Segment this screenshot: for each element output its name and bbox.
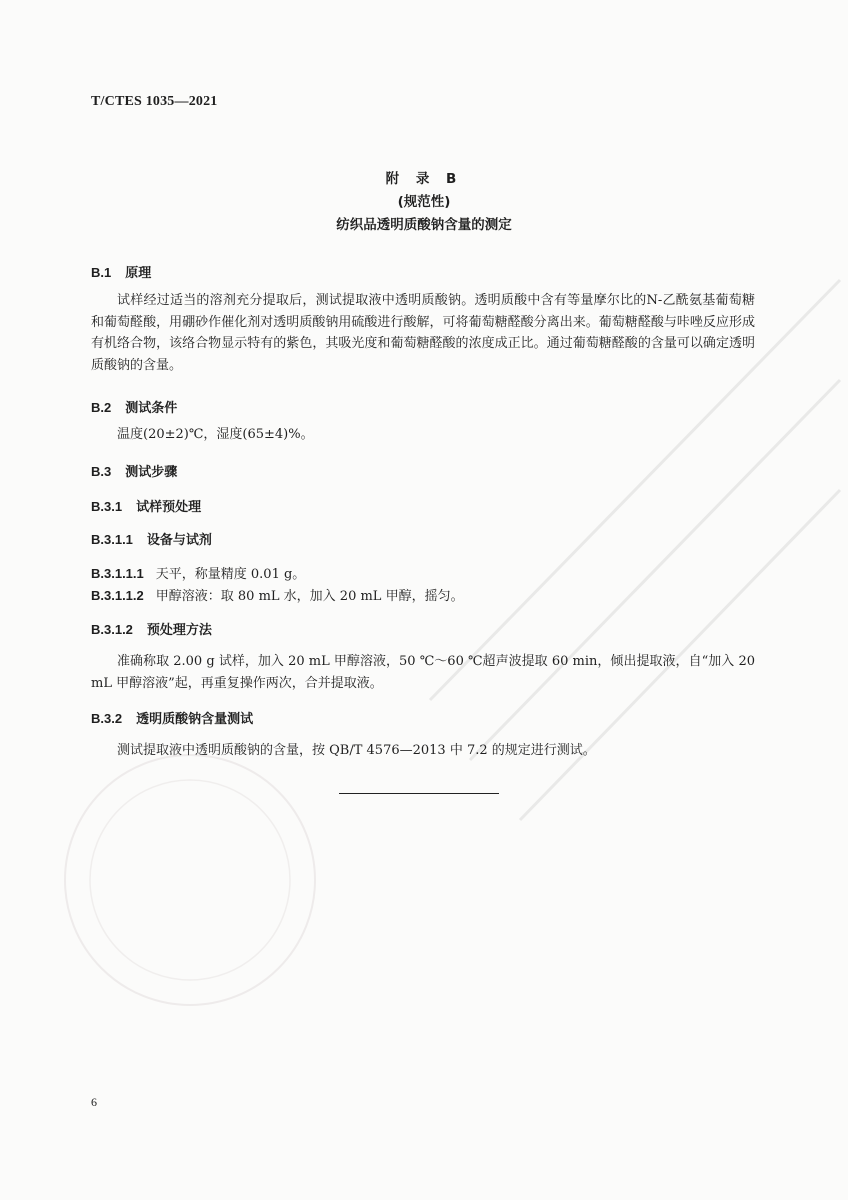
clause-b312-text: 准确称取 2.00 g 试样，加入 20 mL 甲醇溶液，50 ℃～60 ℃超声波提取 60 min，倾出提取液，自“加入 20 mL 甲醇溶液”起，再重复操作两次，合并提取液。 xyxy=(91,654,755,691)
clause-title: 透明质酸钠含量测试 xyxy=(136,712,254,727)
standard-code: T/CTES 1035—2021 xyxy=(91,94,218,109)
clause-number: B.1 xyxy=(91,265,112,280)
clause-b1-heading xyxy=(91,262,151,281)
clause-title: 测试步骤 xyxy=(125,465,178,480)
clause-text: 甲醇溶液：取 80 mL 水，加入 20 mL 甲醇，摇匀。 xyxy=(155,589,464,604)
clause-b311-heading xyxy=(91,529,212,548)
clause-b312-heading xyxy=(91,619,212,638)
clause-title: 设备与试剂 xyxy=(146,533,212,548)
clause-title: 测试条件 xyxy=(125,401,178,416)
clause-b1-text: 试样经过适当的溶剂充分提取后，测试提取液中透明质酸钠。透明质酸中含有等量摩尔比的N-乙酰氨基葡萄糖和葡萄醛酸，用硼砂作催化剂对透明质酸钠用硫酸进行酸解，可将葡萄糖醛酸分离出来。葡萄糖醛酸与咔唑反应形成有机络合物，该络合物显示特有的紫色，其吸光度和葡萄糖醛酸的浓度成正比。通过葡萄糖醛酸的含量可以确定透明质酸钠的含量。 xyxy=(91,293,755,373)
page-number: 6 xyxy=(91,1095,97,1109)
annex-label: 附 录 B xyxy=(385,171,463,187)
clause-number: B.3.1 xyxy=(91,499,123,514)
clause-b3-heading xyxy=(91,461,177,480)
clause-b3111 xyxy=(91,563,305,582)
clause-number: B.3.2 xyxy=(91,711,123,726)
clause-b2-text: 温度(20±2)℃，湿度(65±4)%。 xyxy=(117,427,314,442)
clause-number: B.3.1.1.2 xyxy=(91,588,144,603)
annex-title-block xyxy=(0,168,848,237)
clause-text: 天平，称量精度 0.01 g。 xyxy=(155,567,306,582)
clause-title: 试样预处理 xyxy=(136,500,202,515)
clause-number: B.3.1.1.1 xyxy=(91,566,144,581)
clause-title: 原理 xyxy=(125,266,152,281)
annex-nature: (规范性) xyxy=(397,194,451,210)
clause-b2-heading xyxy=(91,397,177,416)
clause-number: B.3.1.1 xyxy=(91,532,133,547)
clause-title: 预处理方法 xyxy=(146,623,212,638)
clause-b31-heading xyxy=(91,496,201,515)
annex-heading: 纺织品透明质酸钠含量的测定 xyxy=(336,217,512,233)
end-of-annex-rule xyxy=(339,793,499,794)
clause-number: B.2 xyxy=(91,400,112,415)
clause-number: B.3 xyxy=(91,464,112,479)
clause-b32-text: 测试提取液中透明质酸钠的含量，按 QB/T 4576—2013 中 7.2 的规定进行测试。 xyxy=(117,743,596,758)
clause-number: B.3.1.2 xyxy=(91,622,133,637)
clause-b32-heading xyxy=(91,708,253,727)
clause-b3112 xyxy=(91,585,464,604)
